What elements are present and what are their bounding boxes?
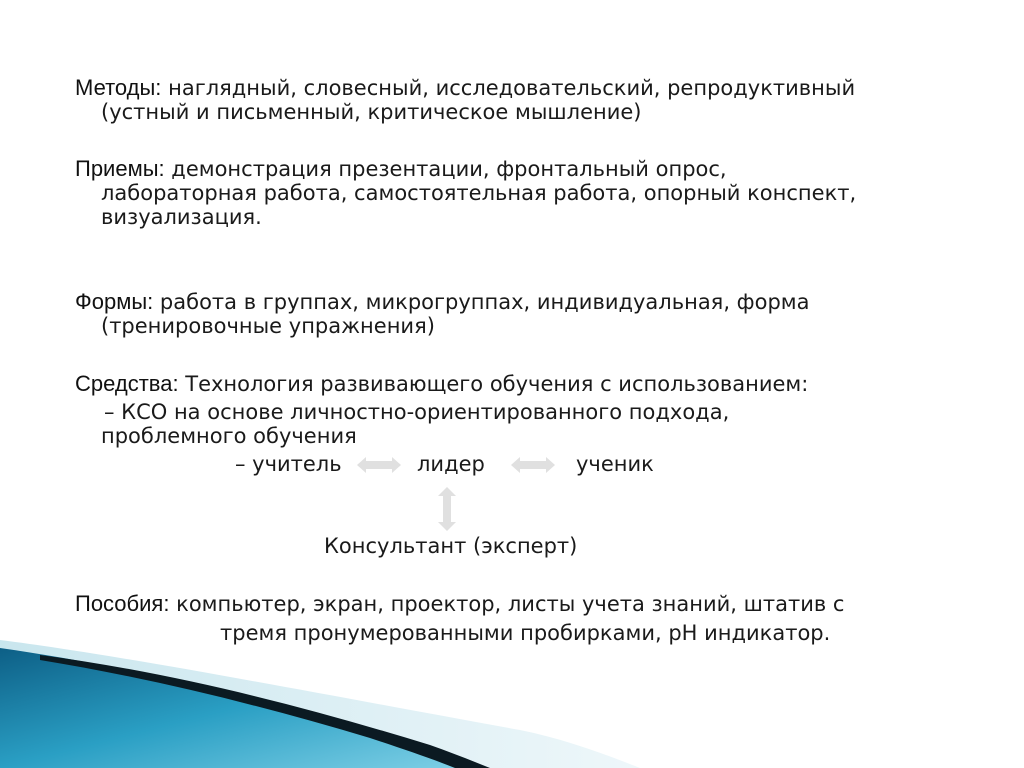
means-text-1: Технология развивающего обучения с использованием: [178, 372, 809, 396]
forms-line-1 [75, 290, 810, 314]
double-arrow-horizontal-icon [357, 456, 401, 474]
role-teacher: – учитель [235, 452, 342, 476]
double-arrow-horizontal-icon [511, 456, 555, 474]
means-label: Средства: [75, 371, 179, 396]
techniques-label: Приемы: [75, 156, 165, 181]
role-student: ученик [576, 452, 654, 476]
techniques-text-1: демонстрация презентации, фронтальный опрос, [164, 157, 727, 181]
means-line-2: – КСО на основе личностно-ориентированного подхода, [104, 400, 730, 424]
methods-line-2: (устный и письменный, критическое мышление) [101, 100, 642, 124]
aids-text-1: компьютер, экран, проектор, листы учета знаний, штатив с [169, 592, 845, 616]
forms-line-2: (тренировочные упражнения) [101, 314, 435, 338]
role-leader: лидер [417, 452, 485, 476]
methods-line-1 [75, 76, 855, 100]
techniques-line-1 [75, 157, 727, 181]
forms-text-1: работа в группах, микрогруппах, индивидуальная, форма [153, 290, 810, 314]
techniques-line-3: визуализация. [101, 205, 262, 229]
double-arrow-vertical-icon [437, 487, 457, 531]
forms-label: Формы: [75, 289, 154, 314]
aids-line-2: тремя пронумерованными пробирками, pH индикатор. [220, 621, 831, 645]
methods-label: Методы: [75, 75, 162, 100]
means-line-3: проблемного обучения [101, 424, 357, 448]
means-line-1 [75, 372, 808, 396]
techniques-line-2: лабораторная работа, самостоятельная работа, опорный конспект, [101, 181, 857, 205]
aids-line-1 [75, 592, 844, 616]
role-consultant: Консультант (эксперт) [324, 534, 578, 558]
methods-text-1: наглядный, словесный, исследовательский, репродуктивный [161, 76, 856, 100]
aids-label: Пособия: [75, 591, 170, 616]
